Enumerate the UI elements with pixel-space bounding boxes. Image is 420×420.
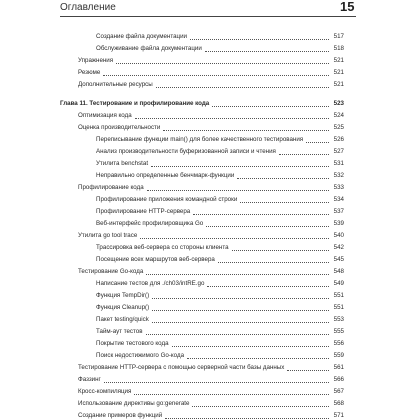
dot-leader	[146, 274, 329, 275]
toc-entry-page: 542	[333, 244, 344, 251]
toc-entry	[96, 240, 344, 252]
running-header-page-number: 15	[340, 0, 355, 14]
dot-leader	[306, 142, 329, 143]
toc-entry	[96, 336, 344, 348]
toc-entry-page: 524	[333, 112, 344, 119]
toc-entry-page: 548	[333, 268, 344, 275]
toc-entry	[78, 53, 344, 65]
toc-entry-page: 555	[333, 328, 344, 335]
toc-entry	[96, 300, 344, 312]
toc-entry-title: Резюме	[78, 69, 101, 76]
toc-entry	[96, 216, 344, 228]
dot-leader	[218, 262, 329, 263]
toc-entry-page: 551	[333, 292, 344, 299]
toc-entry-title: Пакет testing/quick	[96, 316, 149, 323]
toc-entry	[96, 324, 344, 336]
toc-entry-page: 531	[333, 160, 344, 167]
toc-entry	[78, 408, 344, 420]
dot-leader	[104, 382, 329, 383]
toc-entry	[96, 29, 344, 41]
toc-entry	[78, 77, 344, 89]
dot-leader	[152, 322, 329, 323]
toc-entry	[78, 120, 344, 132]
toc-entry-title: Использование директивы go:generate	[78, 400, 190, 407]
toc-entry	[78, 228, 344, 240]
toc-entry-page: 518	[333, 45, 344, 52]
toc-entry-title: Оптимизация кода	[78, 112, 132, 119]
toc-entry-title: Переписывание функции main() для более качественного тестирования	[96, 136, 304, 143]
toc-entry-title: Профилирование кода	[78, 184, 144, 191]
toc-entry-page: 525	[333, 124, 344, 131]
dot-leader	[205, 51, 329, 52]
toc-entry-title: Утилита benchstat	[96, 160, 149, 167]
toc-entry-page: 568	[333, 400, 344, 407]
toc-entry-title: Кросс-компиляция	[78, 388, 132, 395]
toc-entry-title: Упражнения	[78, 57, 114, 64]
dot-leader	[116, 63, 329, 64]
toc-entry-title: Веб-интерфейс профилировщика Go	[96, 220, 204, 227]
dot-leader	[240, 202, 329, 203]
toc-entry-title: Написание тестов для ./ch03/intRE.go	[96, 280, 205, 287]
dot-leader	[237, 178, 329, 179]
dot-leader	[207, 286, 329, 287]
toc-entry-title: Функция TempDir()	[96, 292, 150, 299]
toc-entry-title: Обслуживание файла документации	[96, 45, 202, 52]
toc-entry-title: Профилирование приложения командной строки	[96, 196, 238, 203]
toc-entry	[96, 41, 344, 53]
toc-entry	[78, 396, 344, 408]
toc-entry-page: 539	[333, 220, 344, 227]
dot-leader	[135, 118, 329, 119]
toc-entry-title: Тайм-аут тестов	[96, 328, 143, 335]
toc-entry-page: 532	[333, 172, 344, 179]
toc-entry	[78, 360, 344, 372]
toc-entry	[78, 384, 344, 396]
toc-entry	[96, 312, 344, 324]
toc-entry-page: 537	[333, 208, 344, 215]
toc-entry-page: 540	[333, 232, 344, 239]
toc-entry-title: Посещение всех маршрутов веб-сервера	[96, 256, 215, 263]
toc-entry-page: 551	[333, 304, 344, 311]
toc-entry	[96, 192, 344, 204]
toc-entry-title: Дополнительные ресурсы	[78, 81, 153, 88]
toc-entry	[96, 348, 344, 360]
toc-entry-title: Анализ производительности буферизованной записи и чтения	[96, 148, 276, 155]
dot-leader	[152, 298, 329, 299]
dot-leader	[103, 75, 329, 76]
toc-entry-title: Глава 11. Тестирование и профилирование кода	[60, 100, 210, 107]
dot-leader	[163, 130, 329, 131]
toc-entry-page: 527	[333, 148, 344, 155]
dot-leader	[172, 346, 329, 347]
toc-entry-title: Фаззинг	[78, 376, 101, 383]
toc-entry-page: 545	[333, 256, 344, 263]
dot-leader	[279, 154, 329, 155]
toc-entry-title: Функция Cleanup()	[96, 304, 150, 311]
dot-leader	[147, 190, 329, 191]
toc-entry-page: 556	[333, 340, 344, 347]
dot-leader	[156, 87, 329, 88]
dot-leader	[165, 418, 329, 419]
toc-entry-page: 561	[333, 364, 344, 371]
toc-entry	[96, 288, 344, 300]
dot-leader	[140, 238, 329, 239]
toc-entry-page: 567	[333, 388, 344, 395]
toc-entry-title: Поиск недостижимого Go-кода	[96, 352, 185, 359]
toc-entry	[78, 108, 344, 120]
running-header-title: Оглавление	[60, 2, 116, 13]
toc-entry-page: 526	[333, 136, 344, 143]
toc-entry-page: 559	[333, 352, 344, 359]
toc-entry	[78, 180, 344, 192]
toc-entry-page: 533	[333, 184, 344, 191]
toc-entry-page: 566	[333, 376, 344, 383]
toc-entry-page: 521	[333, 57, 344, 64]
toc-entry-page: 521	[333, 69, 344, 76]
toc-entry-page: 517	[333, 33, 344, 40]
toc-entry-page: 553	[333, 316, 344, 323]
dot-leader	[151, 166, 329, 167]
toc-entry	[96, 144, 344, 156]
dot-leader	[192, 406, 329, 407]
toc-entry	[96, 168, 344, 180]
dot-leader	[134, 394, 329, 395]
dot-leader	[287, 370, 329, 371]
toc-entry-title: Неправильно определенные бенчмарк-функции	[96, 172, 235, 179]
dot-leader	[206, 226, 329, 227]
toc-entry-title: Тестирование HTTP-сервера с помощью серверной части базы данных	[78, 364, 285, 371]
toc-entry-page: 521	[333, 81, 344, 88]
toc-entry-title: Покрытие тестового кода	[96, 340, 169, 347]
toc-entry-title: Утилита go tool trace	[78, 232, 138, 239]
toc-entry	[78, 65, 344, 77]
toc-entry	[96, 156, 344, 168]
toc-entry	[96, 252, 344, 264]
toc-entry-page: 571	[333, 412, 344, 419]
toc-entry-title: Тестирование Go-кода	[78, 268, 144, 275]
dot-leader	[193, 214, 329, 215]
toc-entry-page: 523	[333, 100, 344, 107]
toc-entry-page: 534	[333, 196, 344, 203]
toc-entry-title: Создание файла документации	[96, 33, 188, 40]
dot-leader	[146, 334, 329, 335]
toc-chapter-heading	[60, 96, 344, 108]
toc-entry-title: Создание примеров функций	[78, 412, 163, 419]
dot-leader	[212, 106, 329, 107]
toc-entry	[96, 204, 344, 216]
toc-entry	[96, 276, 344, 288]
toc-entry-title: Трассировка веб-сервера со стороны клиента	[96, 244, 229, 251]
toc-entry-title: Оценка производительности	[78, 124, 161, 131]
dot-leader	[187, 358, 329, 359]
dot-leader	[152, 310, 329, 311]
dot-leader	[232, 250, 329, 251]
toc-entry-title: Профилирование HTTP-сервера	[96, 208, 191, 215]
dot-leader	[190, 39, 329, 40]
toc-entry	[78, 264, 344, 276]
toc-entry-page: 549	[333, 280, 344, 287]
toc-entry	[78, 372, 344, 384]
toc-entry	[96, 132, 344, 144]
